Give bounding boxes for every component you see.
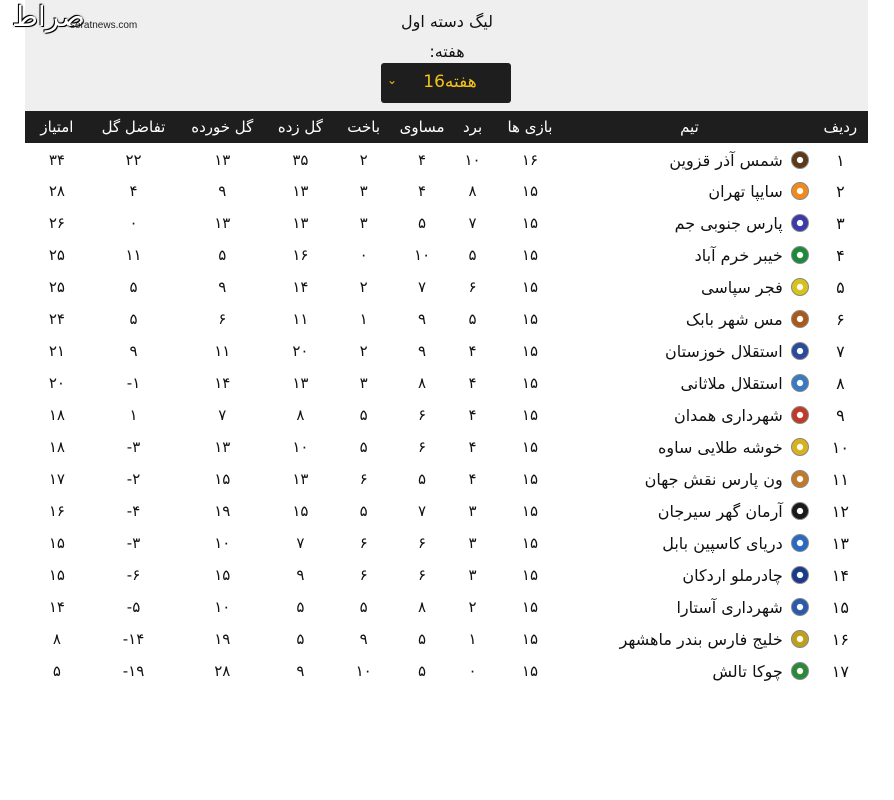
goals-against-cell: ۶ [218,310,227,328]
played-cell: ۱۵ [521,246,539,264]
team-crest-icon [791,566,809,584]
won-cell: ۴ [468,438,477,456]
goal-diff-cell: ۵- [126,598,141,616]
played-cell: ۱۵ [521,406,539,424]
points-cell: ۵ [52,662,61,680]
week-label: هفته: [429,42,465,61]
watermark-logo-text: صراط [12,0,85,33]
rank-cell: ۱۴ [831,565,849,585]
goal-diff-cell: ۲- [126,470,141,488]
team-cell [566,207,813,239]
won-header: برد [463,118,483,136]
rank-cell: ۱۲ [831,501,849,521]
team-cell [566,495,813,527]
played-cell: ۱۵ [521,662,539,680]
goals-for-cell: ۱۰ [292,438,309,456]
team-crest-icon [791,182,809,200]
table-row [25,527,868,559]
team-crest-icon [791,278,809,296]
points-cell: ۱۴ [48,598,65,616]
played-cell: ۱۵ [521,278,539,296]
won-cell: ۰ [468,662,477,680]
won-cell: ۵ [468,310,477,328]
lost-cell: ۶ [359,534,368,552]
league-title: لیگ دسته اول [401,12,493,31]
rank-cell: ۱۶ [831,629,849,649]
team-cell [566,175,813,207]
chevron-down-icon: ⌄ [387,73,398,87]
table-row [25,335,868,367]
goal-diff-cell: ۴ [129,182,138,200]
points-cell: ۲۶ [48,214,65,232]
rank-cell: ۱۱ [831,469,849,489]
lost-cell: ۰ [359,246,368,264]
goals-for-cell: ۵ [296,630,305,648]
won-cell: ۴ [468,470,477,488]
rank-cell: ۱۳ [831,533,849,553]
drawn-cell: ۵ [418,662,427,680]
team-cell [566,399,813,431]
rank-cell: ۸ [836,373,845,393]
team-crest-icon [791,470,809,488]
team-crest-icon [791,310,809,328]
team-cell [566,431,813,463]
goals-against-cell: ۱۰ [214,598,231,616]
points-cell: ۱۵ [48,534,65,552]
goal-diff-cell: ۱۹- [122,662,145,680]
goals-against-cell: ۱۴ [214,374,231,392]
goal-diff-cell: ۵ [129,310,138,328]
played-cell: ۱۵ [521,470,539,488]
won-cell: ۴ [468,342,477,360]
table-row [25,271,868,303]
played-cell: ۱۵ [521,502,539,520]
played-cell: ۱۵ [521,566,539,584]
rank-cell: ۱ [836,150,845,170]
team-name: شهرداری آستارا [676,597,783,617]
team-name: شمس آذر قزوین [669,150,783,170]
goal-diff-cell: ۱۴- [122,630,145,648]
lost-cell: ۶ [359,566,368,584]
goals-for-cell: ۳۵ [292,151,309,169]
team-crest-icon [791,374,809,392]
team-crest-icon [791,502,809,520]
goals-for-cell: ۱۱ [292,310,309,328]
drawn-cell: ۶ [418,438,427,456]
points-cell: ۲۸ [48,182,65,200]
goals-for-cell: ۱۳ [292,214,309,232]
goals-against-cell: ۱۹ [214,502,231,520]
played-cell: ۱۵ [521,598,539,616]
won-cell: ۳ [468,502,477,520]
points-cell: ۲۵ [48,246,65,264]
team-cell [566,559,813,591]
goal-diff-cell: ۲۲ [125,151,142,169]
standings-table [25,111,868,687]
played-cell: ۱۵ [521,438,539,456]
drawn-cell: ۸ [418,374,427,392]
team-header: تیم [680,118,699,136]
won-cell: ۵ [468,246,477,264]
lost-cell: ۵ [359,502,368,520]
goals-against-header: گل خورده [191,118,254,136]
rank-cell: ۳ [836,213,845,233]
week-dropdown-value: هفته16 [423,72,477,92]
played-cell: ۱۶ [521,151,539,169]
lost-cell: ۱۰ [355,662,372,680]
team-crest-icon [791,406,809,424]
rank-cell: ۴ [836,245,845,265]
lost-cell: ۹ [359,630,368,648]
goals-for-cell: ۲۰ [292,342,309,360]
team-crest-icon [791,662,809,680]
team-crest-icon [791,598,809,616]
lost-cell: ۳ [359,182,368,200]
drawn-cell: ۷ [418,278,427,296]
goals-against-cell: ۵ [218,246,227,264]
lost-cell: ۲ [359,151,368,169]
goals-for-cell: ۹ [296,662,305,680]
rank-cell: ۱۷ [831,661,849,681]
points-cell: ۱۵ [48,566,65,584]
team-name: شهرداری همدان [673,405,783,425]
table-row [25,431,868,463]
lost-cell: ۵ [359,406,368,424]
rank-header: ردیف [823,118,858,136]
goals-for-cell: ۸ [296,406,305,424]
points-cell: ۳۴ [48,151,65,169]
drawn-cell: ۴ [418,182,427,200]
drawn-cell: ۵ [418,630,427,648]
team-name: فجر سپاسی [700,277,783,297]
rank-cell: ۱۵ [831,597,849,617]
goals-against-cell: ۱۵ [214,566,231,584]
team-cell [566,271,813,303]
won-cell: ۲ [468,598,477,616]
lost-cell: ۲ [359,278,368,296]
drawn-cell: ۶ [418,566,427,584]
played-cell: ۱۵ [521,182,539,200]
goals-against-cell: ۱۳ [214,151,231,169]
team-name: استقلال ملاثانی [680,373,783,393]
team-cell [566,335,813,367]
drawn-cell: ۱۰ [414,246,431,264]
team-crest-icon [791,438,809,456]
won-cell: ۱۰ [464,151,481,169]
played-cell: ۱۵ [521,342,539,360]
team-crest-icon [791,151,809,169]
team-cell [566,463,813,495]
drawn-cell: ۴ [418,151,427,169]
team-cell [566,303,813,335]
table-row [25,655,868,687]
lost-cell: ۵ [359,438,368,456]
goals-for-cell: ۱۶ [292,246,309,264]
team-name: ون پارس نقش جهان [644,469,783,489]
lost-cell: ۱ [359,310,368,328]
points-cell: ۲۵ [48,278,65,296]
goal-diff-cell: ۴- [126,502,141,520]
goal-diff-cell: ۳- [126,534,141,552]
team-name: دریای کاسپین بابل [662,533,783,553]
team-cell [566,527,813,559]
goals-for-cell: ۱۵ [292,502,309,520]
team-name: چوکا تالش [712,661,783,681]
team-name: سایپا تهران [708,181,783,201]
drawn-cell: ۶ [418,534,427,552]
goals-against-cell: ۱۱ [214,342,231,360]
team-cell [566,239,813,271]
lost-cell: ۲ [359,342,368,360]
played-cell: ۱۵ [521,534,539,552]
played-header: بازی ها [507,118,553,136]
table-row [25,303,868,335]
played-cell: ۱۵ [521,374,539,392]
won-cell: ۶ [468,278,477,296]
won-cell: ۳ [468,534,477,552]
table-row [25,239,868,271]
won-cell: ۴ [468,406,477,424]
table-row [25,495,868,527]
team-name: خیبر خرم آباد [694,245,783,265]
goals-against-cell: ۹ [218,278,227,296]
goals-against-cell: ۲۸ [214,662,231,680]
team-name: استقلال خوزستان [664,341,783,361]
team-crest-icon [791,534,809,552]
lost-cell: ۳ [359,374,368,392]
points-cell: ۸ [52,630,61,648]
team-cell [566,623,813,655]
goal-diff-cell: ۹ [129,342,138,360]
goals-for-cell: ۱۳ [292,182,309,200]
table-row [25,175,868,207]
drawn-cell: ۹ [418,310,427,328]
table-row [25,559,868,591]
goals-for-cell: ۷ [296,534,305,552]
goal-diff-cell: ۱ [129,406,138,424]
team-cell [566,655,813,687]
team-name: خلیج فارس بندر ماهشهر [619,629,783,649]
drawn-cell: ۶ [418,406,427,424]
drawn-header: مساوی [399,118,445,136]
goals-against-cell: ۹ [218,182,227,200]
goals-for-cell: ۱۳ [292,374,309,392]
points-cell: ۱۷ [48,470,65,488]
table-header-row [25,111,868,143]
team-cell [566,143,813,175]
points-header: امتیاز [40,118,74,136]
goals-for-header: گل زده [277,118,323,136]
goal-diff-header: تفاضل گل [101,118,166,136]
drawn-cell: ۵ [418,214,427,232]
goals-for-cell: ۱۳ [292,470,309,488]
goals-against-cell: ۱۰ [214,534,231,552]
rank-cell: ۷ [836,341,845,361]
drawn-cell: ۹ [418,342,427,360]
points-cell: ۱۸ [48,406,65,424]
goals-against-cell: ۱۳ [214,438,231,456]
goals-for-cell: ۱۴ [292,278,309,296]
won-cell: ۴ [468,374,477,392]
points-cell: ۲۱ [48,342,65,360]
played-cell: ۱۵ [521,630,539,648]
goal-diff-cell: ۱- [126,374,141,392]
goals-against-cell: ۱۹ [214,630,231,648]
rank-cell: ۵ [836,277,845,297]
drawn-cell: ۸ [418,598,427,616]
team-crest-icon [791,342,809,360]
table-row [25,399,868,431]
goal-diff-cell: ۵ [129,278,138,296]
lost-cell: ۳ [359,214,368,232]
week-dropdown[interactable] [381,63,511,103]
won-cell: ۳ [468,566,477,584]
table-row [25,207,868,239]
goal-diff-cell: ۶- [126,566,141,584]
team-name: مس شهر بابک [685,309,783,329]
team-cell [566,367,813,399]
points-cell: ۲۴ [48,310,65,328]
team-name: چادرملو اردکان [682,565,783,585]
rank-cell: ۹ [836,405,845,425]
lost-cell: ۶ [359,470,368,488]
table-row [25,143,868,175]
rank-cell: ۲ [836,181,845,201]
goal-diff-cell: ۱۱ [125,246,142,264]
points-cell: ۱۸ [48,438,65,456]
goals-against-cell: ۱۳ [214,214,231,232]
goal-diff-cell: ۳- [126,438,141,456]
team-name: آرمان گهر سیرجان [657,501,783,521]
played-cell: ۱۵ [521,310,539,328]
team-cell [566,591,813,623]
drawn-cell: ۷ [418,502,427,520]
rank-cell: ۱۰ [831,437,849,457]
played-cell: ۱۵ [521,214,539,232]
rank-cell: ۶ [836,309,845,329]
lost-header: باخت [347,118,380,136]
team-crest-icon [791,214,809,232]
goal-diff-cell: ۰ [129,214,138,232]
won-cell: ۷ [468,214,477,232]
drawn-cell: ۵ [418,470,427,488]
watermark-url: seratnews.com [70,20,138,31]
team-crest-icon [791,630,809,648]
goals-for-cell: ۵ [296,598,305,616]
team-name: خوشه طلایی ساوه [657,437,783,457]
points-cell: ۱۶ [48,502,65,520]
table-row [25,367,868,399]
table-row [25,591,868,623]
points-cell: ۲۰ [48,374,65,392]
goals-against-cell: ۷ [218,406,227,424]
table-row [25,623,868,655]
table-row [25,463,868,495]
team-name: پارس جنوبی جم [674,213,783,233]
won-cell: ۱ [468,630,477,648]
won-cell: ۸ [468,182,477,200]
goals-for-cell: ۹ [296,566,305,584]
team-crest-icon [791,246,809,264]
goals-against-cell: ۱۵ [214,470,231,488]
lost-cell: ۵ [359,598,368,616]
